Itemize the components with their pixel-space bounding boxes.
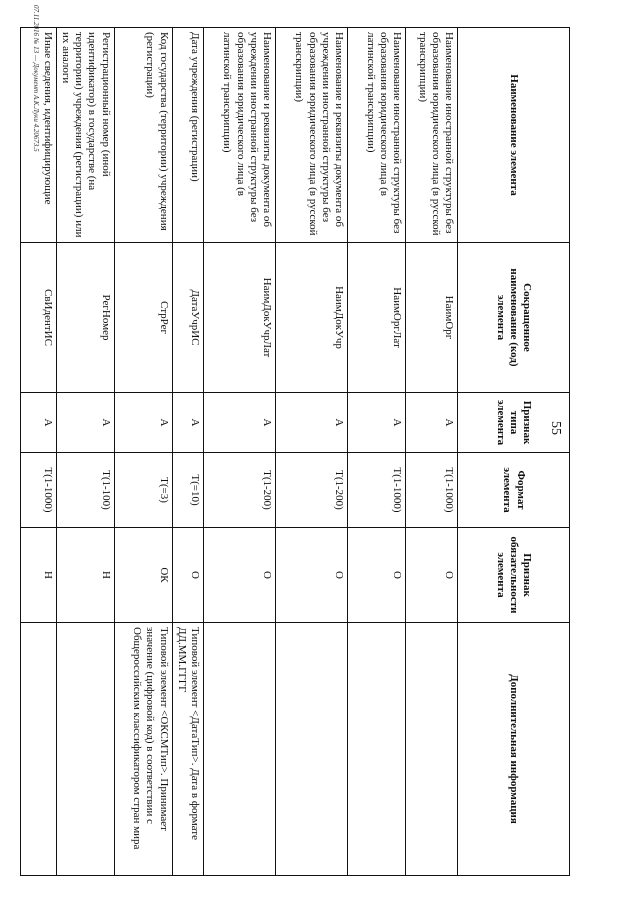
cell-name: Иные сведения, идентифицирующие [20, 28, 56, 243]
cell-name: Дата учреждения (регистрации) [172, 28, 203, 243]
cell-info [276, 623, 348, 876]
cell-code: СтрРег [114, 243, 172, 393]
cell-type: А [172, 393, 203, 453]
cell-type: А [114, 393, 172, 453]
cell-type: А [20, 393, 56, 453]
cell-type: А [406, 393, 458, 453]
cell-required: Н [20, 528, 56, 623]
cell-code: НаимОрг [406, 243, 458, 393]
cell-info [406, 623, 458, 876]
table-row [20, 28, 56, 876]
cell-info: Типовой элемент <ОКСМТип>. Принимает значение (цифровой код) в соответствии с Общероссийским классификатором стран мира [114, 623, 172, 876]
cell-info [20, 623, 56, 876]
footer-stamp: 07.11.2016 № 13 — Документ А.К.Луки 4.20673.5 [32, 5, 40, 152]
cell-required: О [276, 528, 348, 623]
cell-code: НаимДокУчр [276, 243, 348, 393]
col-header-name: Наименование элемента [458, 28, 570, 243]
cell-required: О [406, 528, 458, 623]
cell-name: Регистрационный номер (иной идентификатор) в государстве (на территории) учреждения (регистрации) или их аналоги [56, 28, 114, 243]
cell-info [348, 623, 406, 876]
table-row [114, 28, 172, 876]
cell-name: Код государства (территории) учреждения (регистрации) [114, 28, 172, 243]
cell-required: О [172, 528, 203, 623]
cell-code: НаимОргЛат [348, 243, 406, 393]
table-row [204, 28, 276, 876]
table-row [406, 28, 458, 876]
cell-info [204, 623, 276, 876]
cell-format: T(=3) [114, 453, 172, 528]
elements-table [20, 27, 570, 876]
cell-required: Н [56, 528, 114, 623]
cell-format: T(1-200) [276, 453, 348, 528]
cell-required: О [204, 528, 276, 623]
cell-info [56, 623, 114, 876]
cell-code: НаимДокУчрЛат [204, 243, 276, 393]
cell-format: T(1-200) [204, 453, 276, 528]
cell-required: ОК [114, 528, 172, 623]
col-header-required: Признак обязательности элемента [458, 528, 570, 623]
cell-name: Наименование иностранной структуры без образования юридического лица (в русской транскрипции) [406, 28, 458, 243]
col-header-info: Дополнительная информация [458, 623, 570, 876]
cell-format: T(1-1000) [348, 453, 406, 528]
cell-format: T(1-1000) [406, 453, 458, 528]
cell-code: ДатаУчрИС [172, 243, 203, 393]
cell-type: А [276, 393, 348, 453]
cell-type: А [348, 393, 406, 453]
cell-name: Наименование и реквизиты документа об учреждении иностранной структуры без образования юридического лица (в латинской транскрипции) [204, 28, 276, 243]
cell-name: Наименование и реквизиты документа об учреждении иностранной структуры без образования юридического лица (в русской транскрипции) [276, 28, 348, 243]
cell-name: Наименование иностранной структуры без образования юридического лица (в латинской транскрипции) [348, 28, 406, 243]
cell-required: О [348, 528, 406, 623]
cell-format: T(1-100) [56, 453, 114, 528]
cell-type: А [56, 393, 114, 453]
col-header-type: Признак типа элемента [458, 393, 570, 453]
table-row [348, 28, 406, 876]
table-row [172, 28, 203, 876]
table-row [56, 28, 114, 876]
cell-type: А [204, 393, 276, 453]
table-row [276, 28, 348, 876]
cell-info: Типовой элемент <ДатаТип>. Дата в формате ДД.ММ.ГГГГ [172, 623, 203, 876]
col-header-format: Формат элемента [458, 453, 570, 528]
page-number: 55 [548, 421, 563, 435]
cell-code: РегНомер [56, 243, 114, 393]
col-header-code: Сокращенное наименование (код) элемента [458, 243, 570, 393]
cell-format: T(=10) [172, 453, 203, 528]
cell-code: СвИдентИС [20, 243, 56, 393]
cell-format: T(1-1000) [20, 453, 56, 528]
